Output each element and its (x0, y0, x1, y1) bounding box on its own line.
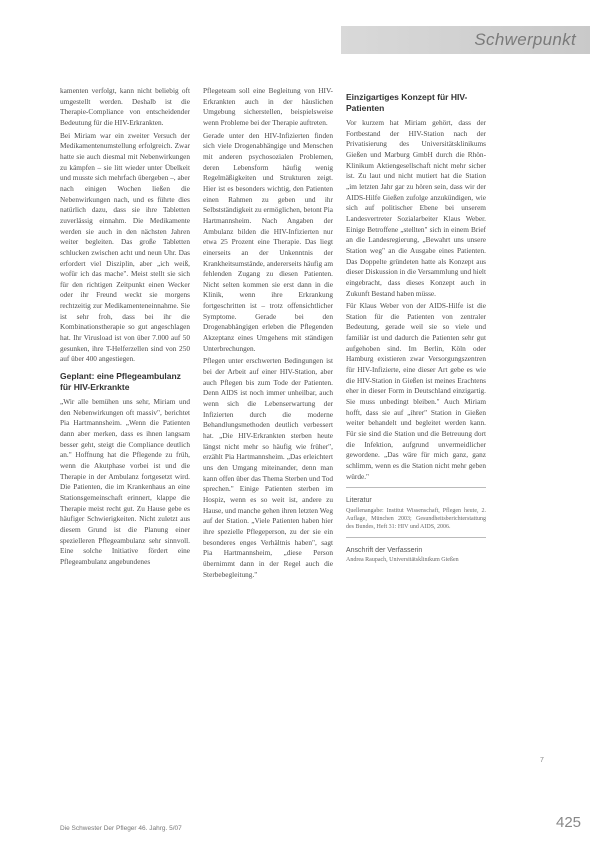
column-3 (346, 86, 486, 564)
paragraph: „Wir alle bemühen uns sehr, Miriam und den Nebenwirkungen oft massiv", berichtet Pia Hartmannsheim. „Wenn die Patienten dann aber merken, dass es ihnen langsam besser geht, steigt die Compliance deutlich an." Hoffnung hat die Pflegende zu früh, wenn die Akutphase vorbei ist und die Therapie in der Ambulanz fortgesetzt wird. Die Patienten, die im Krankenhaus an eine Stationsgemeinschaft erinnert, klappe die Therapie meist recht gut. Zu Hause gebe es häufiger Schwierigkeiten. Nicht zuletzt aus diesem Grund ist die Planung einer spezielleren Pflegeambulanz sehr sinnvoll. Eine solche Initiative fördert eine Pflegeambulanz angebundenes (60, 397, 190, 566)
section-title: Schwerpunkt (474, 30, 576, 49)
page-number: 425 (556, 814, 582, 831)
side-mark: 7 (540, 757, 544, 764)
paragraph: Pflegeteam soll eine Begleitung von HIV-Erkrankten auch in der häuslichen Umgebung sicherstellen, beispielsweise wenn Probleme bei der Therapie auftreten. (203, 86, 333, 127)
divider (346, 537, 486, 538)
paragraph: Bei Miriam war ein zweiter Versuch der Medikamentenumstellung erfolgreich. Zwar hatte sie auch diesmal mit Nebenwirkungen zu kämpfen – sie litt wieder unter Übelkeit und musste sich mehrfach übergeben –, aber nach einigen Wochen ließen die Nebenwirkungen nach, und es führte dies natürlich dazu, dass sie ihre Tabletten zuverlässig einnahm. Die Medikamente werden sie auch in den nächsten Jahren weiter begleiten. Das große Tabletten schlucken zwischen acht und neun Uhr. Das erfordert viel Disziplin, aber „ich weiß, wofür ich das mache". Meist stellt sie sich für den richtigen Zeitpunkt einen Wecker oder ihr Freund weckt sie morgens rechtzeitig zur Medikamenteneinnahme. Sie ist sehr froh, dass bei ihr die Kombinationstherapie so gut angeschlagen hat. Ihr Virusload ist von über 7.000 auf 50 gesunken, ihre T-Helferzellen sind von 250 auf über 400 angestiegen. (60, 130, 190, 364)
divider (346, 487, 486, 488)
column-2 (203, 86, 333, 582)
subheading: Geplant: eine Pflegeambulanz für HIV-Erkrankte (60, 371, 181, 393)
authors-label: Anschrift der Verfasserin (346, 546, 423, 554)
paragraph: Gerade unter den HIV-Infizierten finden sich viele Drogenabhängige und Menschen mit anderen psychosozialen Problemen, deren Lebensform häufig wenig Regelmäßigkeiten und Strukturen zeigt. Hier ist es besonders wichtig, den Patienten einen Rahmen zu geben und ihr Selbstständigkeit zu ermöglichen, betont Pia Hartmannsheim. Nach Angaben der Ambulanz bilden die HIV-Infizierten nur etwa 25 Prozent eine Therapie. Das liegt einerseits an der Unkenntnis der Krankheitsumstände, andererseits häufig am fehlenden Zugang zu diesen Patienten. Nicht selten kommen sie erst dann in die Klinik, wenn ihre Erkrankung fortgeschritten ist – trotz offensichtlicher Symptome. Gerade bei den Drogenabhängigen erleben die Pflegenden Akzeptanz eines Umgehens mit ständigen Unterbrechungen. (203, 130, 333, 353)
column-1 (60, 86, 190, 570)
paragraph: Vor kurzem hat Miriam gehört, dass der Fortbestand der HIV-Station nach der Privatisierung des Universitätsklinikums Gießen und Marburg GmbH durch die Rhön-Klinikum Aktiengesellschaft nicht mehr sicher ist. Zu laut und nicht mutiert hat die Station „im letzten Jahr gar zu hören sein, dass wir der AIDS-Hilfe Gießen zufolge anzukündigen, wie sich auf politischer Ebene bei unserem Landesvertreter Sozialarbeiter Klaus Weber. Einige Betroffene „stellten" sich in einem Brief an die Landesregierung, „Bewahrt uns unsere Station weg" an die Ausgabe eines Patienten. Das Doppelte gründeten hatte als Konzept aus dieser Diskussion in die Versammlung und hielt eingebracht, dass dieses Konzept auch in Zukunft Bestand haben müsse. (346, 118, 486, 298)
paragraph: Für Klaus Weber von der AIDS-Hilfe ist die Station für die Patienten von zentraler Bedeutung, gerade weil sie so viele und familiär ist und dadurch die Patienten sehr gut aufgehoben sind. Im Berlin, Köln oder Hamburg existieren zwar Versorgungszentren für HIV-Infizierte, eine dieser Art gebe es wie die HIV-Station in Gießen ist meines Erachtens eher in dieser Form in Deutschland einzigartig. Sie muss unbedingt bleiben." Auch Miriam hofft, dass sie auf „ihrer" Station in Gießen weiter behandelt und begleitet werden kann. Für sie sind die Station und die Betreuung dort die Infektion, aufgrund unvermeidlicher gewordene. „Das wäre für mich ganz, ganz schlimm, wenn es die Station nicht mehr geben würde." (346, 301, 486, 481)
literature-text: Quellenangabe: Institut Wissenschaft, Pflegen heute, 2. Auflage, München 2003; Gesundheitsberichterstattung des Bundes, Heft 31: HIV und AIDS, 2006. (346, 507, 486, 531)
literature-label: Literatur (346, 497, 372, 505)
authors-text: Andrea Raupach, Universitätsklinikum Gießen (346, 557, 459, 564)
paragraph: kamenten verfolgt, kann nicht beliebig oft umgestellt werden. Deshalb ist die Therapie-Compliance von entscheidender Bedeutung für die HIV-Erkrankten. (60, 86, 190, 127)
footer-journal: Die Schwester Der Pfleger 46. Jahrg. 5/07 (60, 825, 182, 832)
subheading: Einzigartiges Konzept für HIV-Patienten (346, 92, 468, 113)
section-header (341, 26, 590, 54)
paragraph: Pflegen unter erschwerten Bedingungen ist bei der Arbeit auf einer HIV-Station, aber auch Pflegen bis zum Tode der Patienten. Denn AIDS ist noch immer unheilbar, auch wenn sich die Lebenserwartung der Infizierten durch die moderne Behandlungsmethoden deutlich verbessert hat. „Die HIV-Erkrankten sterben heute längst nicht mehr so häufig wie früher", erzählt Pia Hartmannsheim. „Das erleichtert uns den Umgang miteinander, denn man kann offen über das Thema Sterben und Tod sprechen." Einige Patienten sterben im Hospiz, wenn es so weit ist, andere zu Hause, und manche gehen ihren letzten Weg auf der Station. „Viele Patienten haben hier ihre spezielle Pflegeperson, zu der sie ein besonderes enges Verhältnis haben", sagt Pia Hartmannsheim, „diese Person übernimmt dann in der Regel auch die Sterbebegleitung." (203, 356, 333, 579)
